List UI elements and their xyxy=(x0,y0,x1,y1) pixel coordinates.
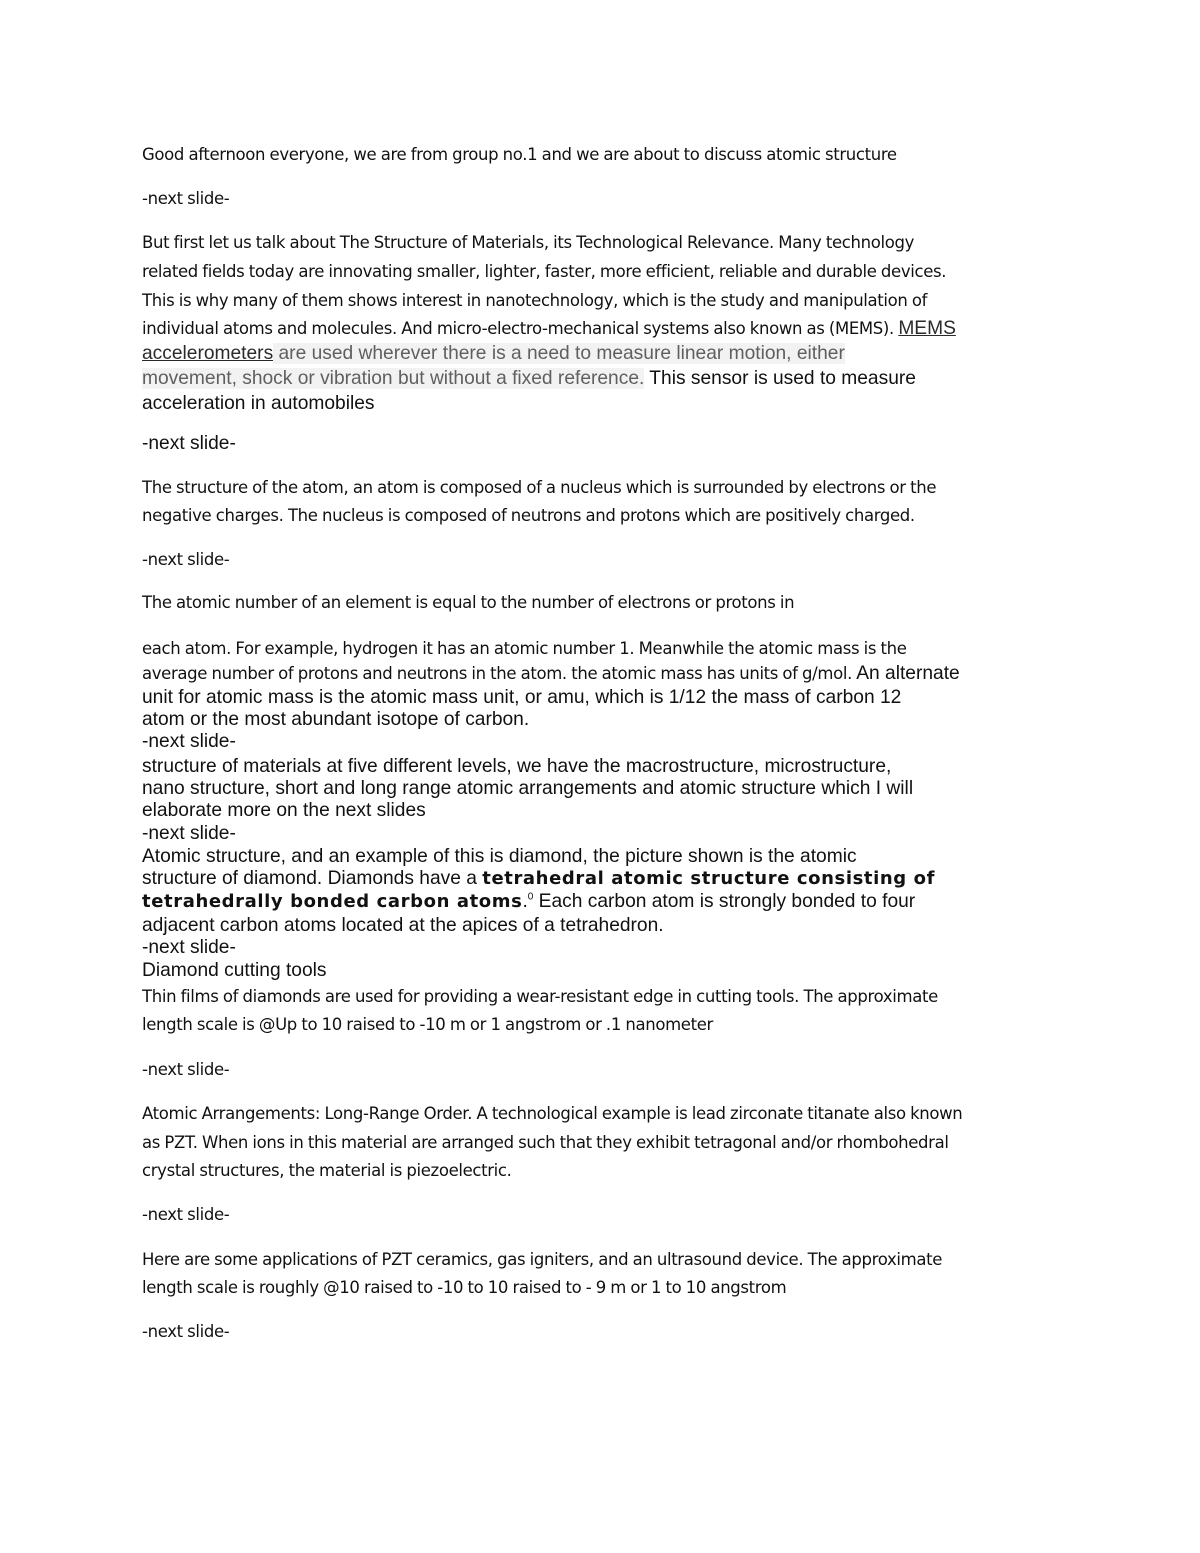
bold-text: tetrahedral atomic structure consisting of xyxy=(482,868,936,889)
paragraph-text: average number of protons and neutrons in the atom. the atomic mass has units of g/mol. xyxy=(142,664,852,683)
paragraph-line: elaborate more on the next slides xyxy=(142,800,426,821)
next-slide-marker: -next slide- xyxy=(142,189,230,208)
paragraph-line: negative charges. The nucleus is composed of neutrons and protons which are positively charged. xyxy=(142,506,915,525)
paragraph-text: structure of diamond. Diamonds have a xyxy=(142,868,483,889)
paragraph-line: But first let us talk about The Structure of Materials, its Technological Relevance. Many technology xyxy=(142,233,914,252)
paragraph-line-mixed xyxy=(142,343,845,365)
paragraph-line: Diamond cutting tools xyxy=(142,960,327,981)
next-slide-marker: -next slide- xyxy=(142,1205,230,1224)
mems-link[interactable]: MEMS xyxy=(898,318,956,339)
paragraph-line: crystal structures, the material is piezoelectric. xyxy=(142,1161,512,1180)
paragraph-line: length scale is @Up to 10 raised to -10 m or 1 angstrom or .1 nanometer xyxy=(142,1015,713,1034)
paragraph-line: as PZT. When ions in this material are arranged such that they exhibit tetragonal and/or rhombohedral xyxy=(142,1133,949,1152)
paragraph-text: . xyxy=(522,891,528,912)
paragraph-line: related fields today are innovating smaller, lighter, faster, more efficient, reliable and durable devices. xyxy=(142,262,947,281)
bold-text: tetrahedrally bonded carbon atoms xyxy=(142,891,523,912)
paragraph-line: The atomic number of an element is equal to the number of electrons or protons in xyxy=(142,593,795,612)
paragraph-text: An alternate xyxy=(851,663,960,684)
paragraph-text: individual atoms and molecules. And micro-electro-mechanical systems also known as (MEMS). xyxy=(142,319,899,338)
paragraph-line-mixed xyxy=(142,868,935,890)
next-slide-marker: -next slide- xyxy=(142,1060,230,1079)
next-slide-marker: -next slide- xyxy=(142,1322,230,1341)
paragraph-line: This is why many of them shows interest in nanotechnology, which is the study and manipulation of xyxy=(142,291,928,310)
paragraph-line-mixed xyxy=(142,318,956,340)
paragraph-line-mixed xyxy=(142,663,960,685)
paragraph-line: Here are some applications of PZT ceramics, gas igniters, and an ultrasound device. The approximate xyxy=(142,1250,943,1269)
highlighted-quote: movement, shock or vibration but without a fixed reference. xyxy=(142,368,645,389)
paragraph-line: Thin films of diamonds are used for providing a wear-resistant edge in cutting tools. The approximate xyxy=(142,987,938,1006)
next-slide-marker: -next slide- xyxy=(142,731,236,752)
accelerometers-link[interactable]: accelerometers xyxy=(142,343,274,364)
paragraph-line: nano structure, short and long range atomic arrangements and atomic structure which I will xyxy=(142,778,914,799)
paragraph-intro: Good afternoon everyone, we are from group no.1 and we are about to discuss atomic structure xyxy=(142,145,897,164)
paragraph-line-mixed xyxy=(142,891,915,913)
paragraph-line: length scale is roughly @10 raised to -10 to 10 raised to - 9 m or 1 to 10 angstrom xyxy=(142,1278,787,1297)
paragraph-line: Atomic Arrangements: Long-Range Order. A technological example is lead zirconate titanate also known xyxy=(142,1104,963,1123)
paragraph-text: Each carbon atom is strongly bonded to four xyxy=(533,891,916,912)
paragraph-text: This sensor is used to measure xyxy=(644,368,916,389)
paragraph-line: each atom. For example, hydrogen it has an atomic number 1. Meanwhile the atomic mass is the xyxy=(142,639,907,658)
paragraph-line-mixed xyxy=(142,368,916,390)
paragraph-line: The structure of the atom, an atom is composed of a nucleus which is surrounded by electrons or the xyxy=(142,478,937,497)
next-slide-marker: -next slide- xyxy=(142,433,236,454)
paragraph-line: unit for atomic mass is the atomic mass unit, or amu, which is 1/12 the mass of carbon 12 xyxy=(142,687,902,708)
paragraph-line: adjacent carbon atoms located at the apices of a tetrahedron. xyxy=(142,915,664,936)
paragraph-line: atom or the most abundant isotope of carbon. xyxy=(142,709,530,730)
superscript: 0 xyxy=(527,891,534,903)
paragraph-line: structure of materials at five different levels, we have the macrostructure, microstructure, xyxy=(142,756,892,777)
paragraph-line: acceleration in automobiles xyxy=(142,393,375,414)
next-slide-marker: -next slide- xyxy=(142,550,230,569)
paragraph-line: Atomic structure, and an example of this is diamond, the picture shown is the atomic xyxy=(142,846,857,867)
next-slide-marker: -next slide- xyxy=(142,937,236,958)
highlighted-quote: are used wherever there is a need to measure linear motion, either xyxy=(273,343,845,364)
next-slide-marker: -next slide- xyxy=(142,823,236,844)
